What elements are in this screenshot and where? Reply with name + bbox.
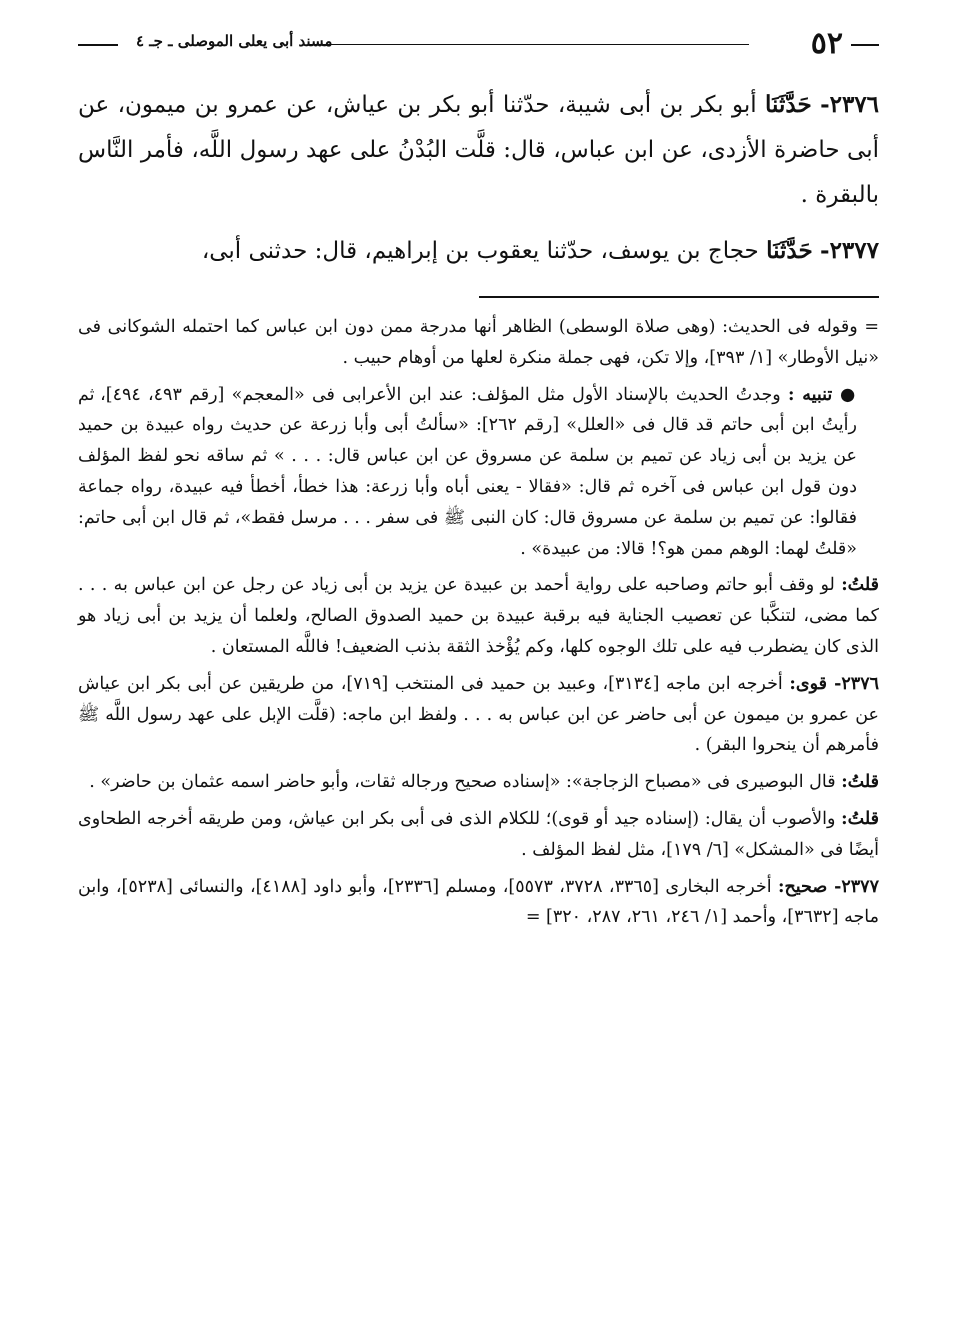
footnote-qultu-1	[78, 570, 879, 662]
header-rule	[308, 44, 749, 45]
note-text: والأصوب أن يقال: (إسناده جيد أو قوى)؛ للكلام الذى فى أبى بكر ابن عياش، ومن طريقه أخرجه الطحاوى أيضًا فى «المشكل» [٦/ ١٧٩]، مثل لفظ المؤلف .	[78, 808, 879, 860]
book-title: مسند أبى يعلى الموصلى ـ جـ ٤	[136, 32, 333, 50]
footnote-continuation: = وقوله فى الحديث: (وهى صلاة الوسطى) الظاهر أنها مدرجة ممن دون ابن عباس كما احتمله الشوكانى فى «نيل الأوطار» [١/ ٣٩٣]، وإلا تكن، فهى جملة منكرة لعلها من أوهام حبيب .	[78, 317, 879, 368]
note-label: ٢٣٧٧- صحيح:	[777, 876, 879, 897]
footnote-2377	[78, 872, 879, 934]
haddathana: حَدَّثَنَا	[766, 237, 813, 264]
note-text: وجدتُ الحديث بالإسناد الأول مثل المؤلف: عند ابن الأعرابى فى «المعجم» [رقم ٤٩٣، ٤٩٤]، ثم رأيتُ ابن أبى حاتم قد قال فى «العلل» [رقم ٢٦٢]: «سألتُ أبى وأبا زرعة عن حديث رواه عبيدة بن حميد عن يزيد بن أبى زياد عن تميم بن سلمة عن مسروق عن ابن عباس قال: . . . » ثم ساقه نحو لفظ المؤلف دون قول ابن عباس فى آخره ثم قال: «فقالا - يعنى أباه وأبا زرعة: هذا خطأ، أخطأ فيه عبيدة، رواه جماعة فقالوا: عن تميم بن سلمة عن مسروق قال: كان النبى ﷺ فى سفر . . . مرسل فقط»، ثم قال ابن أبى حاتم: «قلتُ لهما: الوهم ممن هو؟! قالا: من عبيدة» .	[78, 384, 857, 559]
note-text: لو وقف أبو حاتم وصاحبه على رواية أحمد بن عبيدة عن يزيد بن أبى زياد عن رجل عن ابن عباس به . . . كما مضى، لتنكَّبا عن تعصيب الجناية فيه برقبة عبيدة بن حميد الصدوق الصالح، ولعلما أن يزيد بن أبى زياد هو الذى كان يضطرب فيه على تلك الوجوه كلها، وكم يُؤْخذ الثقة بذنب الضعيف! فاللَّه المستعان .	[78, 575, 879, 657]
footnote-qultu-3	[78, 804, 879, 866]
running-header	[78, 22, 879, 62]
header-dash	[78, 44, 118, 46]
footnote-qultu-2	[78, 767, 879, 798]
note-text: أخرجه ابن ماجه [٣١٣٤]، وعبيد بن حميد فى المنتخب [٧١٩]، من طريقين عن أبى بكر ابن عياش عن عمرو بن ميمون عن أبى حاضر عن ابن عباس به . . . ولفظ ابن ماجه: (قلَّت الإبل على عهد رسول اللَّه ﷺ فأمرهم أن ينحروا البقر) .	[78, 673, 879, 756]
note-label: قلتُ:	[841, 575, 879, 596]
note-label: ٢٣٧٦- قوى:	[789, 673, 879, 694]
hadith-number: ٢٣٧٧-	[820, 237, 879, 264]
haddathana: حَدَّثَنَا	[765, 91, 812, 118]
note-label: قلتُ:	[841, 808, 879, 829]
note-text: أخرجه البخارى [٣٣٦٥، ٣٧٢٨، ٥٥٧٣]، ومسلم [٢٣٣٦]، وأبو داود [٤١٨٨]، والنسائى [٥٢٣٨]، وابن ماجه [٣٦٣٢]، وأحمد [١/ ٢٤٦، ٢٦١، ٢٨٧، ٣٢٠] =	[78, 876, 879, 928]
footnote-2376	[78, 669, 879, 761]
footnote-tanbih	[78, 380, 879, 565]
hadith-number: ٢٣٧٦-	[820, 91, 880, 118]
note-text: قال البوصيرى فى «مصباح الزجاجة»: «إسناده صحيح ورجاله ثقات، وأبو حاضر اسمه عثمان بن حاضر» .	[89, 772, 836, 793]
note-label: قلتُ:	[841, 772, 879, 793]
footnote-separator	[479, 296, 879, 298]
hadith-2376	[78, 82, 879, 218]
hadith-text: أبو بكر بن أبى شيبة، حدّثنا أبو بكر بن عياش، عن عمرو بن ميمون، عن أبى حاضرة الأزدى، عن ابن عباس، قال: قلَّت البُدْنُ على عهد رسول اللَّه، فأمر النَّاس بالبقرة .	[78, 92, 879, 208]
note-label: ● تنبيه :	[787, 384, 857, 405]
page-number: ٥٢	[811, 26, 879, 61]
footnotes	[78, 312, 879, 939]
main-text	[78, 82, 879, 284]
hadith-text: حجاج بن يوسف، حدّثنا يعقوب بن إبراهيم، قال: حدثنى أبى،	[201, 238, 759, 264]
hadith-2377	[78, 228, 879, 274]
